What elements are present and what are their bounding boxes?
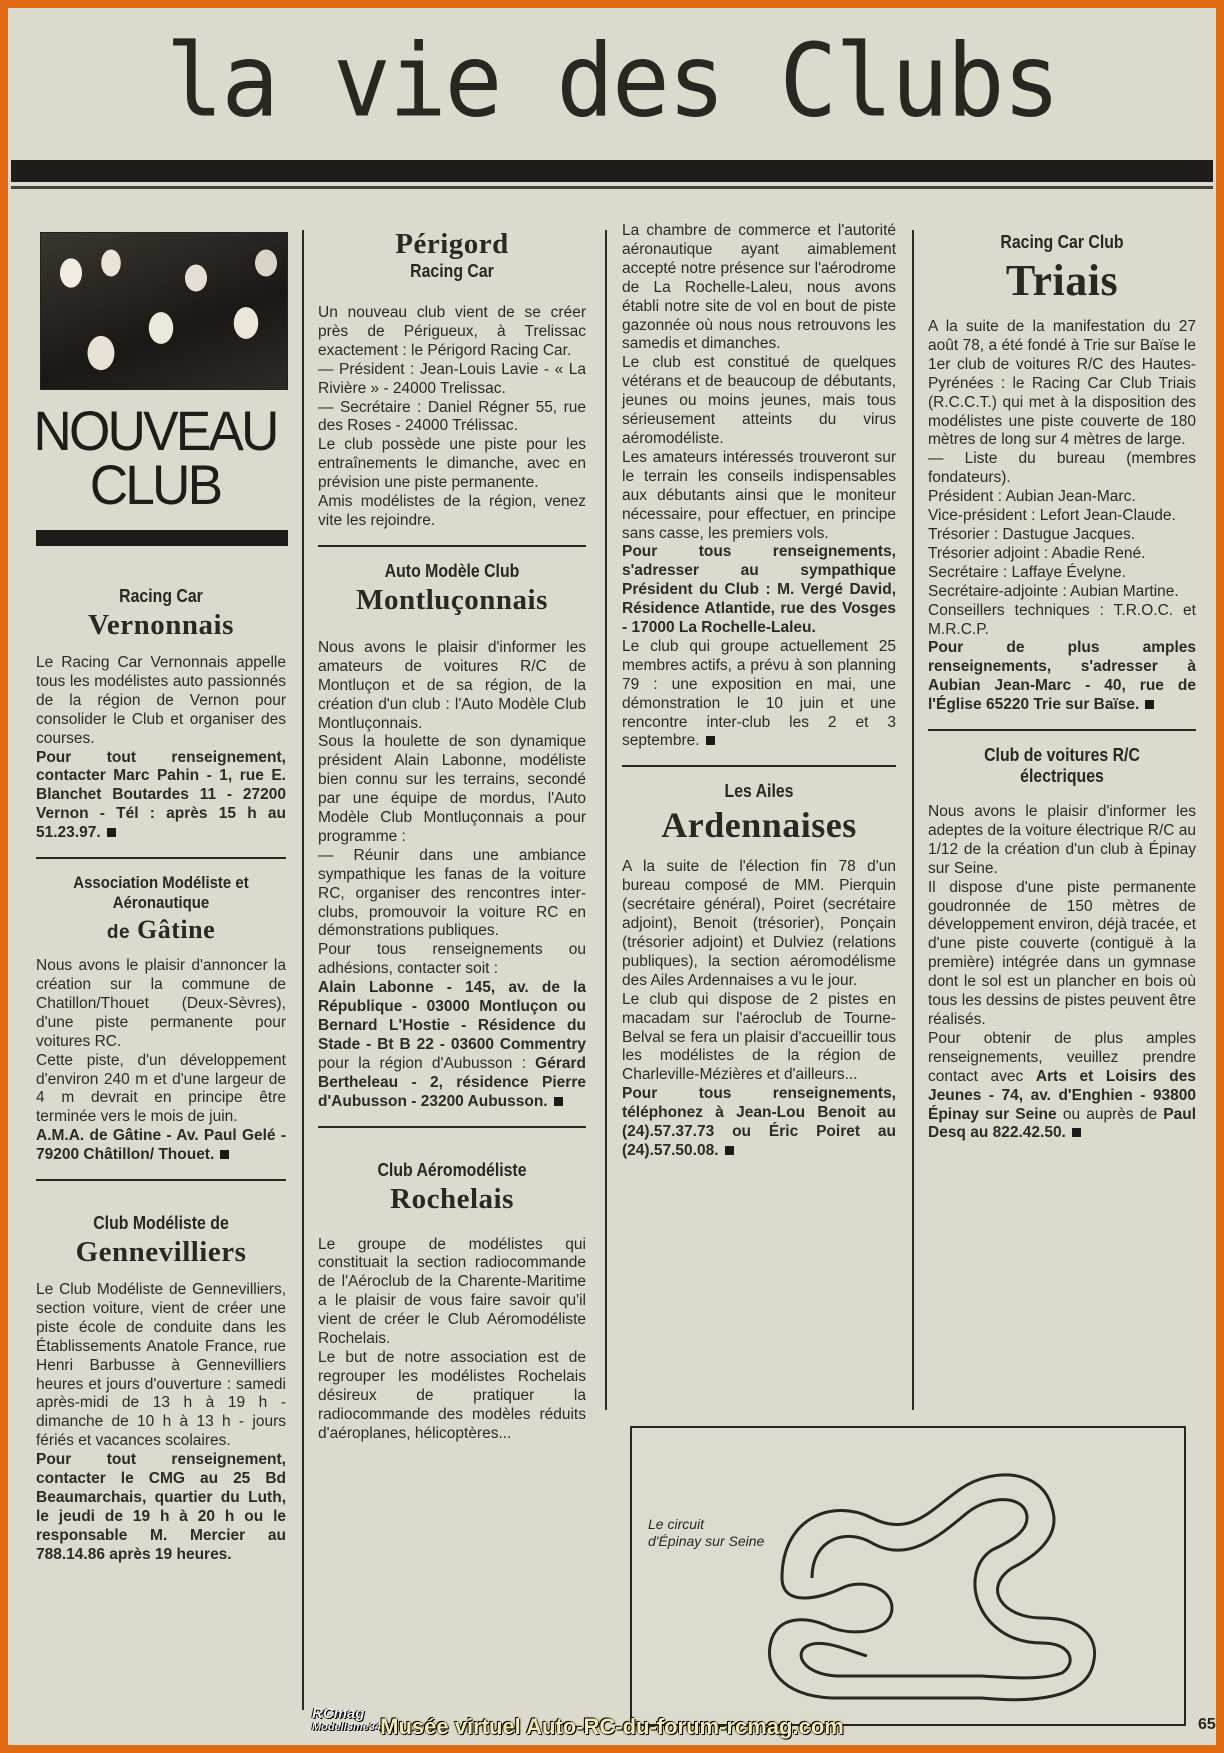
article-body: [622, 222, 896, 751]
article-kicker: Racing Car: [119, 586, 203, 606]
heading-prefix: de: [106, 922, 131, 944]
separator: [36, 857, 286, 859]
article-body: [318, 304, 586, 531]
article-kicker: Racing Car Club: [1000, 232, 1124, 252]
column-2: [318, 228, 586, 1444]
nouveau-club-banner: [31, 399, 280, 516]
separator: [36, 1179, 286, 1181]
column-4: [928, 228, 1196, 1143]
contact-text: A.M.A. de Gâtine - Av. Paul Gelé - 79200 Châtillon/ Thouet.: [36, 1127, 286, 1164]
body-text: A la suite de l'élection fin 78 d'un bureau composé de MM. Pierquin (secrétaire général), Poiret (secrétaire adjoint), Benoit (trésorier), Ponçain (trésorier adjoint) et Dulviez (relations publiques), la section aéromodélisme des Ailes Ardennaises a vu le jour. Le club qui dispose de 2 pistes en macadam sur l'aéroclub de Tourne-Belval se fera un plaisir d'accueillir tous les modélistes de la région de Charleville-Mézières et d'ailleurs...: [622, 858, 896, 1084]
contact-text-2: Gérard Bertheleau - 2, résidence Pierre d'Aubusson - 23200 Aubusson.: [318, 1054, 586, 1110]
heading-text: Gâtine: [137, 915, 216, 945]
separator: [928, 729, 1196, 731]
article-gennevilliers: [24, 1195, 286, 1565]
separator: [622, 765, 896, 767]
article-heading: Ardennaises: [661, 805, 857, 846]
contact-text: Pour de plus amples renseignements, s'adresser à Aubian Jean-Marc - 40, rue de l'Église 65220 Trie sur Baïse.: [928, 639, 1196, 714]
article-body: [36, 1281, 286, 1565]
article-heading: Gennevilliers: [75, 1236, 247, 1269]
end-mark: [725, 1146, 734, 1155]
logo-bottom-text: Modelisme34.fr: [312, 1721, 393, 1733]
title-rule-thin: [11, 186, 1213, 189]
article-rochelais-cont: [622, 222, 896, 751]
article-kicker: Racing Car: [410, 261, 494, 281]
end-mark: [1145, 700, 1154, 709]
article-kicker: Club Aéromodéliste: [377, 1159, 527, 1180]
article-heading: Vernonnais: [88, 609, 234, 641]
end-mark: [554, 1097, 563, 1106]
article-electriques: [928, 745, 1196, 1143]
body-text: La chambre de commerce et l'autorité aéronautique ayant aimablement accepté notre présence sur l'aérodrome de La Rochelle-Laleu, nous avons établi notre site de vol en bout de piste gazonnée où nous nous retrouvons les samedis et dimanches. Le club est constitué de quelques vétérans et de beaucoup de débutants, jeunes ou moins jeunes, mais tous sérieusement atteints du virus aéromodéliste. Les amateurs intéressés trouveront sur le terrain les conseils indispensables aux débutants ainsi que le moniteur nécessaire, pour effectuer, en principe sans casse, les premiers vols.: [622, 222, 896, 542]
contact-tail: ou auprès de: [1062, 1105, 1158, 1123]
article-ardennaises: [622, 781, 896, 1161]
article-kicker: Club de voitures R/C électriques: [984, 745, 1140, 787]
body-text: Nous avons le plaisir d'informer les amateurs de voitures R/C de Montluçon et de sa région, de la création d'un club : l'Auto Modèle Club Montluçonnais. Sous la houlette de son dynamique président Alain Labonne, modéliste bien connu sur les terrains, secondé par une équipe de mordus, l'Auto Modèle Club Montluçonnais a pour programme : — Réunir dans une ambiance sympathique les fanas de la voiture RC, organiser des rencontres inter-clubs, promouvoir la voiture RC en démonstrations publiques. Pour tous renseignements ou adhésions, contacter soit :: [318, 638, 586, 978]
article-kicker: Association Modéliste et Aéronautique: [73, 873, 249, 913]
article-rochelais: [318, 1142, 586, 1444]
article-vernon: [24, 586, 286, 843]
article-heading: Périgord: [395, 228, 509, 260]
body-text: A la suite de la manifestation du 27 août 78, a été fondé à Trie sur Baïse le 1er club de voitures R/C des Hautes-Pyrénées : le Racing Car Club Triais (R.C.C.T.) qui met à la disposition des modélistes une piste couverte de 180 mètres de long sur 4 mètres de large. — Liste du bureau (membres fondateurs). Président : Aubian Jean-Marc. Vice-président : Lefort Jean-Claude. Trésorier : Dastugue Jacques. Trésorier adjoint : Abadie René. Secrétaire : Laffaye Évelyne. Secrétaire-adjointe : Aubian Martine. Conseillers techniques : T.R.O.C. et M.R.C.P.: [928, 318, 1196, 638]
article-body: [36, 957, 286, 1165]
footer-watermark: Musée virtuel Auto-RC-du-forum-rcmag.com: [380, 1714, 844, 1739]
page-number: 65: [1198, 1716, 1216, 1733]
end-mark: [107, 828, 116, 837]
column-1: [24, 228, 286, 1565]
body-text: Un nouveau club vient de se créer près de Périgueux, à Trelissac exactement : le Périgord Racing Car. — Président : Jean-Louis Lavie - « La Rivière » - 24000 Trelissac. — Secrétaire : Daniel Régner 55, rue des Roses - 24000 Trélissac. Le club possède une piste pour les entraînements le dimanche, avec en prévision une piste permanente. Amis modélistes de la région, venez vite les rejoindre.: [318, 304, 586, 529]
article-kicker: Auto Modèle Club: [384, 560, 520, 581]
article-body: [622, 858, 896, 1161]
title-rule: [11, 160, 1213, 182]
contact-text: Alain Labonne - 145, av. de la République - 03000 Montluçon ou Bernard L'Hostie - Résidence du Stade - Bt B 22 - 03600 Commentry: [318, 979, 586, 1053]
banner-bar: [36, 530, 288, 546]
article-heading: Triais: [1005, 256, 1119, 305]
article-triais: [928, 228, 1196, 715]
body-text: Nous avons le plaisir d'informer les adeptes de la voiture électrique R/C au 1/12 de la création d'un club à Épinay sur Seine. Il dispose d'une piste permanente goudronnée de 150 mètres de développement environ, déjà tracée, et d'une piste couverte (contiguë à la première) intégrée dans un gymnase dont le sol est un plancher en bois où tous les dessins de pistes peuvent être réalisés. Pour obtenir de plus amples renseignements, veuillez prendre contact avec: [928, 803, 1196, 1085]
contact-text: Pour tous renseignements, s'adresser au sympathique Président du Club : M. Vergé David, Résidence Atlantide, rue des Vosges - 17000 La Rochelle-Laleu.: [622, 543, 896, 637]
contact-text-2: Paul Desq au 822.42.50.: [928, 1105, 1196, 1142]
article-body: [928, 803, 1196, 1143]
circuit-track-drawing: [632, 1428, 1184, 1724]
article-montlucon: [318, 561, 586, 1112]
logo-top-text: RCmag: [312, 1705, 365, 1722]
body-text-2: Le club qui groupe actuellement 25 membres actifs, a prévu à son planning 79 : une exposition en mai, une démonstration le 10 juin et une rencontre inter-club les 2 et 3 septembre.: [622, 637, 896, 750]
page-title: la vie des Clubs: [165, 22, 1059, 140]
contact-text: Pour tous renseignements, téléphonez à Jean-Lou Benoit au (24).57.37.73 ou Éric Poiret au (24).57.50.08.: [622, 1085, 896, 1159]
end-mark: [220, 1150, 229, 1159]
body-text: Le groupe de modélistes qui constituait la section radiocommande de l'Aéroclub de la Charente-Maritime a le plaisir de vous faire savoir qu'il vient de créer le Club Aéromodéliste Rochelais. Le but de notre association est de regrouper les modélistes Rochelais désireux de pratiquer la radiocommande des modèles réduits d'aéroplanes, hélicoptères...: [318, 1235, 586, 1442]
article-kicker: Club Modéliste de: [93, 1213, 229, 1234]
contact-text: Arts et Loisirs des Jeunes - 74, av. d'Enghien - 93800 Épinay sur Seine: [928, 1067, 1196, 1123]
article-body: [928, 318, 1196, 715]
contact-text: Pour tout renseignement, contacter Marc Pahin - 1, rue E. Blanchet Boutardes 11 - 27200 Vernon - Tél : après 15 h au 51.23.97.: [36, 748, 286, 842]
banner-line-2: CLUB: [89, 453, 221, 516]
article-body: [318, 639, 586, 1112]
end-mark: [1072, 1128, 1081, 1137]
column-divider: [605, 230, 607, 1410]
end-mark: [706, 736, 715, 745]
body-text: Le Club Modéliste de Gennevilliers, section voiture, vient de créer une piste école de conduite dans les Établissements Anatole France, rue Henri Barbusse à Gennevilliers heures et jours d'ouverture : samedi après-midi de 13 h à 19 h - dimanche de 10 h à 13 h - jours fériés et vacances scolaires.: [36, 1281, 286, 1450]
separator: [318, 1126, 586, 1128]
separator: [318, 545, 586, 547]
body-text: Le Racing Car Vernonnais appelle tous les modélistes auto passionnés de la région de Vernon pour consolider le Club et organiser des courses.: [36, 654, 286, 747]
banner-line-1: NOUVEAU: [33, 399, 277, 462]
article-kicker: Les Ailes: [724, 781, 794, 802]
circuit-map: [630, 1426, 1186, 1726]
column-3: [622, 222, 896, 1161]
article-heading: [36, 915, 286, 945]
column-divider: [302, 230, 304, 1710]
article-body: [318, 1236, 586, 1444]
magazine-page: [8, 8, 1216, 1745]
article-heading: Rochelais: [390, 1182, 514, 1215]
crowd-photo: [40, 232, 288, 390]
body-text: Nous avons le plaisir d'annoncer la création sur la commune de Chatillon/Thouet (Deux-Sèvres), d'une piste permanente pour voitures RC. Cette piste, d'un développement d'environ 240 m et d'une largeur de 4 m devrait en principe être terminée vers le mois de juin.: [36, 957, 286, 1126]
column-divider: [912, 230, 914, 1410]
contact-text: Pour tout renseignement, contacter le CMG au 25 Bd Beaumarchais, quartier du Luth, le jeudi de 19 h à 20 h ou le responsable M. Mercier au 788.14.86 après 19 heures.: [36, 1451, 286, 1563]
article-body: [36, 654, 286, 843]
contact-tail: pour la région d'Aubusson :: [318, 1054, 526, 1072]
map-caption: Le circuit d'Épinay sur Seine: [648, 1516, 765, 1549]
article-perigord: [318, 228, 586, 531]
article-gatine: [24, 873, 286, 1165]
article-heading: Montluçonnais: [356, 583, 548, 616]
